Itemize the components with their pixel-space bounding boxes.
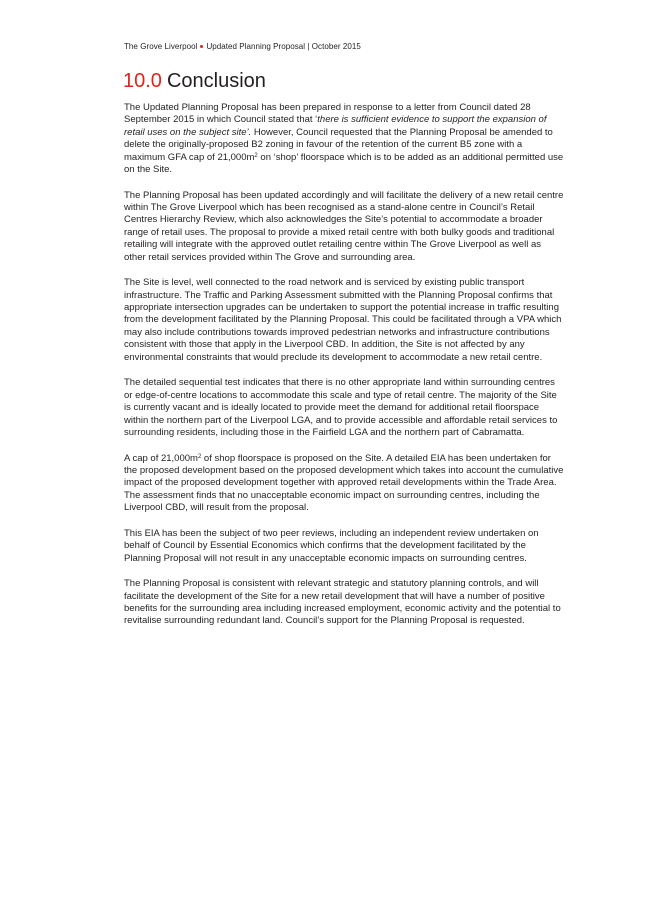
paragraph-1-quote: there is sufficient evidence to support the expansion of retail uses on the subject site’. [124, 114, 547, 138]
section-title: Conclusion [166, 70, 266, 92]
paragraph-6: This EIA has been the subject of two peer reviews, including an independent review undertaken on behalf of Council by Essential Economics which confirms that the development facilitated by the Planning Proposal will not result in any unacceptable economic impacts on surrounding centres. [124, 527, 539, 564]
paragraph-2: The Planning Proposal has been updated accordingly and will facilitate the delivery of a new retail centre within The Grove Liverpool which has been recognised as a stand-alone centre in Council’s Retail Centres Hierarchy Review, which also acknowledges the Site’s potential to accommodate a broader range of retail uses. The proposal to provide a mixed retail centre with both bulky goods and traditional retailing will integrate with the approved outlet retailing centre within The Grove Liverpool as well as other retail services provided within The Grove and surrounding area. [124, 189, 564, 263]
paragraph-4: The detailed sequential test indicates that there is no other appropriate land within surrounding centres or edge-of-centre locations to accommodate this scale and type of retail centre. The majority of the Site is currently vacant and is ideally located to provide meet the demand for additional retail floorspace within the northern part of the Liverpool LGA, and to provide accessible and affordable retail services to surrounding residents, including those in the Fairfield LGA and the northern part of Cabramatta. [124, 377, 558, 438]
paragraph-5-text-a: A cap of 21,000m [124, 452, 198, 464]
paragraph-7: The Planning Proposal is consistent with relevant strategic and statutory planning controls, and will facilitate the development of the Site for a new retail development that will have a number of positive benefits for the surrounding area including increased employment, economic activity and the potential to revitalise surrounding redundant land. Council’s support for the Planning Proposal is requested. [124, 578, 561, 627]
paragraph-3: The Site is level, well connected to the road network and is serviced by existing public transport infrastructure. The Traffic and Parking Assessment submitted with the Planning Proposal confirms that appropriate intersection upgrades can be undertaken to support the potential increase in traffic resulting from the development facilitated by the Planning Proposal. This could be facilitated through a VPA which may also include contributions towards improved pedestrian networks and infrastructure contributions consistent with those that apply in the Liverpool CBD. In addition, the Site is not affected by any environmental constraints that would preclude its development to accommodate a new retail centre. [124, 277, 562, 363]
header-separator-dot [200, 45, 203, 48]
section-heading [123, 68, 266, 94]
paragraph-5-superscript: 2 [197, 453, 202, 460]
header-document: Updated Planning Proposal | October 2015 [206, 42, 361, 51]
section-number: 10.0 [123, 70, 162, 92]
paragraph-1-text-a: The Updated Planning Proposal has been prepared in response to a letter from Council dated 28 September 2015 in which Council stated that ‘ [124, 102, 531, 126]
paragraph-1-text-c: on ‘shop’ floorspace which is to be added as an additional permitted use on the Site. [124, 151, 564, 176]
paragraph-5-text-b: of shop floorspace is proposed on the Site. A detailed EIA has been undertaken for the proposed development based on the proposed development which takes into account the cumulative impact of the proposed development together with approved retail developments within the Trade Area. The assessment finds that no unacceptable economic impact on surrounding centres, including the Liverpool CBD, will result from the proposal. [124, 452, 564, 514]
running-header [124, 42, 361, 51]
paragraph-1 [124, 102, 564, 176]
paragraph-1-text-b: However, Council requested that the Planning Proposal be amended to delete the originally-proposed B2 zoning in favour of the retention of the current B5 zone with a maximum GFA cap of 21,000m [124, 126, 553, 163]
paragraph-5 [124, 453, 564, 515]
paragraph-1-superscript: 2 [254, 152, 258, 159]
body-text [124, 102, 564, 641]
header-project: The Grove Liverpool [124, 42, 198, 51]
